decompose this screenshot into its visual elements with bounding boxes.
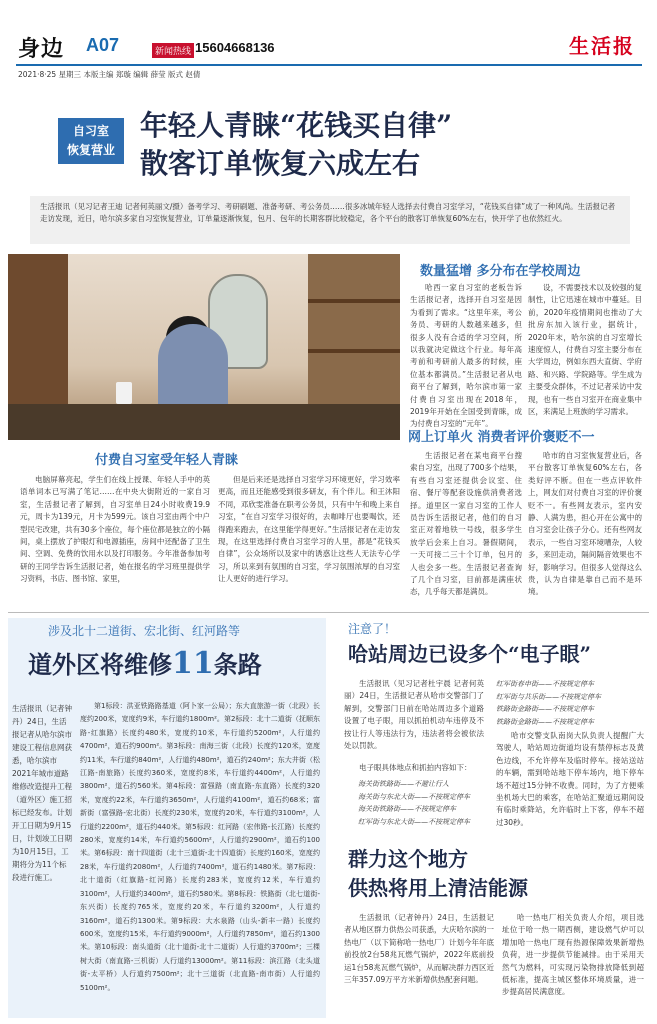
story2-kicker: 涉及北十二道街、宏北街、红河路等 — [48, 624, 241, 638]
newspaper-logo: 生活报 — [569, 34, 635, 58]
page-number: A07 — [86, 35, 120, 55]
story3-camera-list-left — [358, 778, 470, 828]
story1-body-col3 — [410, 282, 522, 429]
story2-lead-col: 生活报讯（记者钟丹）24日，生活报记者从哈尔滨市建设工程信息网获悉，哈尔滨市2021年城市道路维修改造提升工程（道外区）施工招标已经发布。计划开工日期为9月15日，计划竣工日期为10月15日，工期将分为11个标段进行施工。 — [12, 704, 72, 882]
story4-title-line1: 群力这个地方 — [348, 847, 468, 871]
cup — [116, 382, 132, 404]
camera-location: 铁路街金路街——不按规定停车 — [496, 717, 594, 726]
story2-title-pre: 道外区将维修 — [28, 650, 172, 679]
story2-sections-list — [80, 700, 320, 1018]
story2-title — [28, 645, 262, 681]
story1-paragraph: 哈西一家自习室的老板告诉生活报记者，选择开自习室是因为看到了需求。“这里年来，考公务员、考研的人数越来越多，但很多人没有合适的学习空间，所以我就决定做这个行业。每年高考前和考研前人最多的时候，座位基本都满员。”生活报记者从电商平台了解到，哈尔滨市第一家付费自习室出现在2018年，2019年开始在全国受到青睐，成为付费自习室的“元年”。 — [410, 283, 522, 429]
shelf-board — [308, 299, 400, 303]
story1-body-col1 — [20, 474, 210, 608]
story1-subhead1: 数量猛增 多分布在学校周边 — [420, 264, 581, 279]
camera-location: 红军街与东北大街——不按规定停车 — [358, 817, 470, 826]
story3-intro2-text: 电子眼具体地点和抓拍内容如下： — [359, 763, 472, 772]
story2-title-number: 11 — [172, 646, 214, 681]
story4-body-text: 哈一热电厂相关负责人介绍，项目选址位于哈一热一期西侧，建设燃气炉可以增加哈一热电厂现有热源保障效果新增热负荷，进一步提供节能减排。由于采用天然气为燃料，可实现污染物排放降低到超低标准，提高主城区整体环境质量，进一步提高居民满意度。 — [502, 913, 644, 997]
masthead — [0, 0, 657, 90]
bookshelf-right — [308, 254, 400, 404]
story1-kicker — [58, 118, 124, 164]
camera-location: 铁路街金路街——不按规定停车 — [496, 705, 594, 714]
story1-paragraph: 电脑屏幕亮起，学生们在线上授课、年轻人手中的英语单词本已写满了笔记……在中央大街附近的一家自习室，生活报记者了解到，自习室单日24小时收费19.9元，周卡为139元，月卡为599元。该自习室由两个中户型民宅改建，共有30多个座位，每个座位都是独立的小隔间，桌上摆放了护眼灯和电源插座，房间中还配备了卫生间、空调、免费的饮用水以及打印服务。今年准备参加考研的王同学告诉生活报记者，她在报名的学习班里提供学习资料，书店、图书馆、家里， — [20, 475, 210, 584]
story3-intro-text: 生活报讯（见习记者杜宇晨 记者何英丽）24日，生活报记者从哈市交警部门了解到，交警部门日前在哈站周边多个道路设置了电子眼，用以抓拍机动车违停及不按让行人等违法行为，违法者将会被依法处以罚款。 — [344, 679, 484, 751]
story1-headline-line2: 散客订单恢复六成左右 — [140, 147, 421, 180]
story4-body-text: 生活报讯（记者钟丹）24日，生活报记者从地区群力供热公司获悉，大庆哈尔滨的一热电厂（以下简称哈一热电厂）计划今年年底前投放2台58兆瓦燃气锅炉，2022年底前投运1台58兆瓦燃气锅炉，从而解决群力西区近三年357.09万平方米新增供热配套问题。 — [344, 913, 494, 985]
camera-location: 红军街与共乐街——不按规定停车 — [496, 692, 601, 701]
story1-headline-line1: 年轻人青睐“花钱买自律” — [140, 109, 453, 142]
story1-body-col5 — [410, 450, 522, 606]
story3-body — [496, 730, 644, 834]
shelf-board — [308, 349, 400, 353]
masthead-rule — [16, 64, 642, 66]
story1-kicker-line1: 自习室 — [72, 124, 109, 138]
story3-intro — [344, 678, 484, 760]
story1-paragraph: 设，不需要技术以及较强的复制性，让它迅速在城市中蔓延。目前，2020年疫情期间也推动了大批房东加入该行业，据统计，2020年末，哈尔滨的自习室增长速度惊人，付费自习室主要分布在大学周边，例如东西大直街、学府路、和兴路、学院路等。学生成为主要受众群体，不过记者采访中发现，也有一些自习室开在商业集中区，来满足上班族的学习需求。 — [528, 283, 642, 417]
section-title: 身边 — [18, 36, 65, 62]
story4-body-left — [344, 912, 494, 1018]
dateline: 2021·8·25 星期三 本版主编 郑璇 编辑 薛莹 版式 赵倩 — [18, 70, 201, 79]
camera-location: 海关街铁路街——不避让行人 — [358, 780, 449, 788]
story3-intro2 — [344, 762, 484, 776]
story1-lead: 生活报讯（见习记者王迪 记者何英丽文/摄）备考学习、考研刷题、准备考研、考公务员……很多冰城年轻人选择去付费自习室学习，“花钱买自律”成了一种风尚。生活报记者走访发现，近日，哈尔滨多家自习室恢复营业，订单量逐渐恢复，包月、包年的长期客群比较稳定，各个平台的散客订单恢复60%左右，快开学了也依然红火。 — [30, 196, 630, 244]
story4-title-line2: 供热将用上清洁能源 — [348, 876, 528, 900]
story3-title: 哈站周边已设多个“电子眼” — [348, 642, 592, 666]
story1-paragraph: 但是后来还是选择自习室学习环境更好，学习效率更高，而且还能感受到很多研友，有个伴儿。和王沐阳不同，邓欣雯准备在职考公务员，只有中午和晚上来自习室，“在自习室学习很好的，去咖啡厅也要喝饮，还得跑来跑去，在这里能学得更好。”生活报记者在走访发现，在这里选择付费自习室学习的人里，都是“花钱买自律”，公众场所以及家中的诱惑让这些人无法专心学习，所以来到有氛围的自习室，学习氛围浓厚的自习室让人更好的进行学习。 — [218, 475, 400, 584]
hotline-number: 15604668136 — [195, 40, 275, 55]
story1-paragraph: 生活报记者在某电商平台搜索自习室，出现了700多个结果，有些自习室还提供会议室、住宿、餐厅等配套设施供消费者选择。道里区一家自习室的工作人员告诉生活报记者，他们的自习室正对着地铁一号线，很多学生放学后会来上自习。暑假期间，一天可接二三十个订单，包月的人也会多一些。生活报记者查询了几个自习室，目前都是满座状态，几乎每天都是满员。 — [410, 451, 522, 597]
story1-body-col6 — [528, 450, 642, 606]
story1-body-col2 — [218, 474, 400, 608]
bookshelf-left — [8, 254, 68, 404]
story3-body-text: 哈市交警支队南岗大队负责人提醒广大驾驶人，哈站周边街道均设有禁停标志及黄色边线，不允许停车及临时停车。接站送站的车辆，需到哈站地下停车场内，地下停车场不超过15分钟不收费。同时，为了方便乘坐机场大巴的乘客，在哈站汇聚道远期间设有临时乘降站，允许临时上下客，停车不超过30秒。 — [496, 731, 644, 827]
story1-subhead2: 网上订单火 消费者评价褒贬不一 — [408, 430, 595, 445]
story1-body-col4 — [528, 282, 642, 417]
story1-kicker-line2: 恢复营业 — [66, 143, 115, 157]
story1-photo-caption: 付费自习室受年轻人青睐 — [95, 453, 239, 468]
section-divider — [8, 612, 649, 613]
story3-kicker: 注意了！ — [348, 622, 397, 636]
story4-body-right — [502, 912, 644, 1018]
story1-photo — [8, 254, 400, 440]
camera-location: 海关街铁路街——不按规定停车 — [358, 805, 456, 814]
story2-sections-text: 第1标段：洪亚铁路路基道（阿卜家一公局）；东大直旅游一街（北段）长度约200米，宽度约9米，车行道约1800m²。第2标段：北十二道街（抚顺东路-红旗路）长度约480米，宽度约10米，车行道约5200m²，人行道约4700m²，道石约900m²。第3标段：南海三街（北段）长度约120米，宽度约11米，车行道约840m²，人行道约480m²，道石约240m²；东大井街（松江路-南旅路）长度约360米，宽度约8米，车行道约4400m²，人行道约3800m²，道石约560米。第4标段：富强路（南直路-东直路）长度约320米，宽度约22米，车行道约3650m²，人行道约4100m²，道石约68米；富新街（富强路-宏北街）长度约230米，宽度约20米，车行道约3100m²，人行道约2200m²，道石约440米。第5标段：红河路（宏伟路-长江路）长度约280米，宽度约14米，车行道约5600m²，人行道约2900m²，道石约100米。第6标段：南十四道街（北十三道街-北十四道街）长度约160米，宽度约28米，车行道约2080m²，人行道约7400m²，道石约1480米。第7标段：北十道街（红旗路-红河路）长度约283米，宽度约12米，车行道约3100m²，人行道约3400m²，道石约580米。第8标段：铁路街（北七道街-东兴街）长度约765米，宽度约20米，车行道约3200m²，人行道约3160m²，道石约1300米。第9标段：大水泉路（山头-新丰一路）长度约600米，宽度约15米，车行道约9000m²，人行道约7850m²，道石约1300米。第10标段：南头道街（北十道街-北十二道街）人行道约3700m²；三棵树大街（南直路-三机街）人行道约13000m²。第11标段：滨江路（北头道街-太平桥）人行道约7500m²；北十三道街（北直路-南市街）人行道约5100m²。 — [80, 702, 320, 992]
camera-location: 海关街与东北大街——不按规定停车 — [358, 792, 470, 801]
hotline-label: 新闻热线 — [152, 43, 194, 58]
camera-location: 红军街春申街——不按规定停车 — [496, 680, 594, 688]
story2-title-post: 条路 — [213, 650, 262, 679]
desk — [8, 404, 400, 440]
story3-camera-list-right — [496, 678, 601, 728]
story1-paragraph: 哈市的自习室恢复营业后，各平台散客订单恢复60%左右，各类好评不断。但在一些点评软件上，网友们对付费自习室的评价褒贬不一。有些网友表示，室内安静、人满为患，担心开在公寓中的自习室会让孩子分心。还有些网友表示，一些自习室环境嘈杂，人较多，来回走动，隔间隔音效果也不好，影响学习。但很多人觉得这么贵，认为自律是靠自己而不是环境。 — [528, 451, 642, 597]
